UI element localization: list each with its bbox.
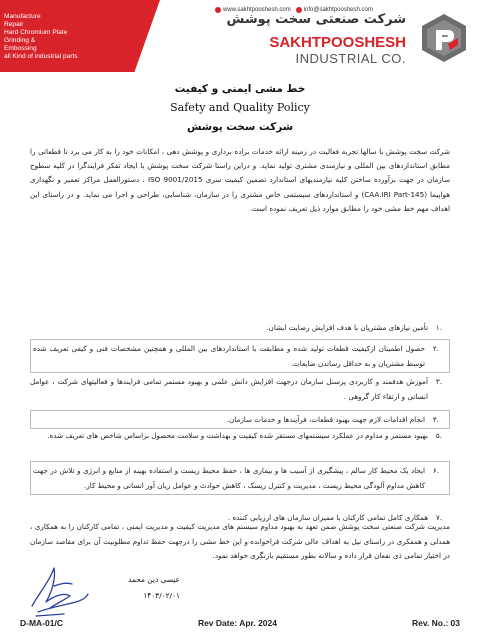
list-item [30, 461, 450, 495]
list-item-text: بهبود مستمر و مداوم در عملکرد سیستمهای مستقر شده کیفیت و بهداشت و سلامت محصول براساس شاخص های تعریف شده. [47, 431, 428, 440]
revision-date: Rev Date: Apr. 2024 [197, 618, 277, 628]
list-item [30, 320, 450, 335]
list-item-number: .۴ [432, 415, 440, 424]
list-item-number: .۷ [435, 513, 443, 522]
brand-name-english: SAKHTPOOSHESH [269, 34, 406, 51]
intro-paragraph: شرکت سخت پوشش با سالها تجربه فعالیت در زمینه ارائه خدمات براده برداری و پوشش دهی ، امکانات خود را به کار می برد تا قطعاتی را مطابق استانداردهای بین المللی و نیازمندی مشتری تولید نماید. و دراین راستا شرکت سخت پوشش با ایجاد تفکر فرایندگرا در کلیه سطوح سازمان در جهت برآورده ساختن کلیه نیازمندیهای استاندارد تضمین کیفیت سری ISO 9001/2015 ، دستورالعمل مراکز تعمیر و نگهداری هواپیما (CAA.IRI Part-145) و استانداردهای سیستمی خاص مشتری را در سازمان، شناسایی، طراحی و اجرا می نماید. و در راستای این اهداف مهم خط مشی خود را مطابق موارد ذیل تعریف نموده است. [30, 147, 451, 213]
document-footer [20, 618, 460, 628]
globe-icon [215, 7, 221, 13]
service-line: Hard Chromium Plate [4, 29, 68, 36]
list-item-text: انجام اقدامات لازم جهت بهبود قطعات، فرآیندها و خدمات سازمان. [226, 415, 425, 424]
list-item-text: ایجاد یک محیط کار سالم ، پیشگیری از آسیب ها و بیماری ها ، حفظ محیط زیست و استفاده بهینه از منابع و انرژی و تلاش در جهت کاهش مداوم آلودگی محیط زیست ، مدیریت و کنترل ریسک ، کاهش حوادث و عوامل زیان آور انسانی و محیط کار. [33, 466, 425, 490]
list-item-text: آموزش هدفمند و کاربردی پرسنل سازمان درجهت افزایش دانش علمی و بهبود مستمر تمامی فرایندها و فعالیتهای شرکت ، عوامل انسانی و ارتقاء کار گروهی . [30, 377, 428, 401]
list-item [30, 339, 450, 373]
services-list [4, 13, 144, 61]
revision-number: Rev. No.: 03 [411, 618, 460, 628]
service-line: Manufacture [4, 13, 41, 20]
signer-name: عیسی دین محمد [128, 575, 180, 584]
list-item-text: همکاری کامل تمامی کارکنان با ممیزان سازمان های ارزیابی کننده . [227, 513, 428, 522]
signature-date: ۱۴۰۳/۰۲/۰۱ [143, 591, 180, 600]
closing-paragraph: مدیریت شرکت صنعتی سخت پوشش ضمن تعهد به بهبود مداوم سیستم های مدیریت کیفیت و مدیریت ایمنی ، تمامی کارکنان را به همکاری ، همدلی و همفکری در راستای نیل به اهداف عالی شرکت فراخوانده و این خط مشی را درجهت حفظ تداوم مطلوبیت آن برای مقاصد سازمان در اختیار تمامی ذی نفعان قرار داده و سالانه بطور مستقیم بازنگری خواهد نمود. [30, 522, 450, 560]
service-line: Embossing [4, 45, 37, 52]
website-text: www.sakhtpooshesh.com [223, 7, 291, 13]
list-item-number: .۱ [435, 323, 443, 332]
service-line: Repair [4, 21, 24, 28]
service-line: Grinding & [4, 37, 36, 44]
list-item [30, 374, 450, 404]
brand-subtitle: INDUSTRIAL CO. [295, 51, 406, 66]
brand-name-persian: شرکت صنعتی سخت پوشش [226, 12, 406, 27]
list-item-number: .۶ [432, 466, 440, 475]
signature-icon [24, 562, 94, 620]
list-item-text: تأمین نیازهای مشتریان با هدف افزایش رضایت ایشان. [266, 323, 428, 332]
service-line: all Kind of industrial parts [4, 53, 78, 60]
list-item-number: .۵ [435, 431, 443, 440]
list-item-number: .۳ [435, 377, 443, 386]
list-item-text: حصول اطمینان ازکیفیت قطعات تولید شده و مطابقت با استانداردهای بین المللی و همچنین مشخصات فنی و کیفی تعریف شده توسط مشتریان و به حداقل رساندن ضایعات. [33, 344, 425, 368]
list-item [30, 428, 450, 443]
email-text: info@sakhtpooshesh.com [303, 7, 373, 13]
company-title: شرکت سخت پوشش [186, 121, 294, 133]
document-code: D-MA-01/C [20, 618, 63, 628]
policy-title-english: Safety and Quality Policy [170, 101, 310, 114]
list-item [30, 410, 450, 429]
company-logo-icon [418, 12, 470, 64]
policy-title-persian: خط مشی ایمنی و کیفیت [174, 83, 306, 95]
list-item-number: .۲ [432, 344, 440, 353]
